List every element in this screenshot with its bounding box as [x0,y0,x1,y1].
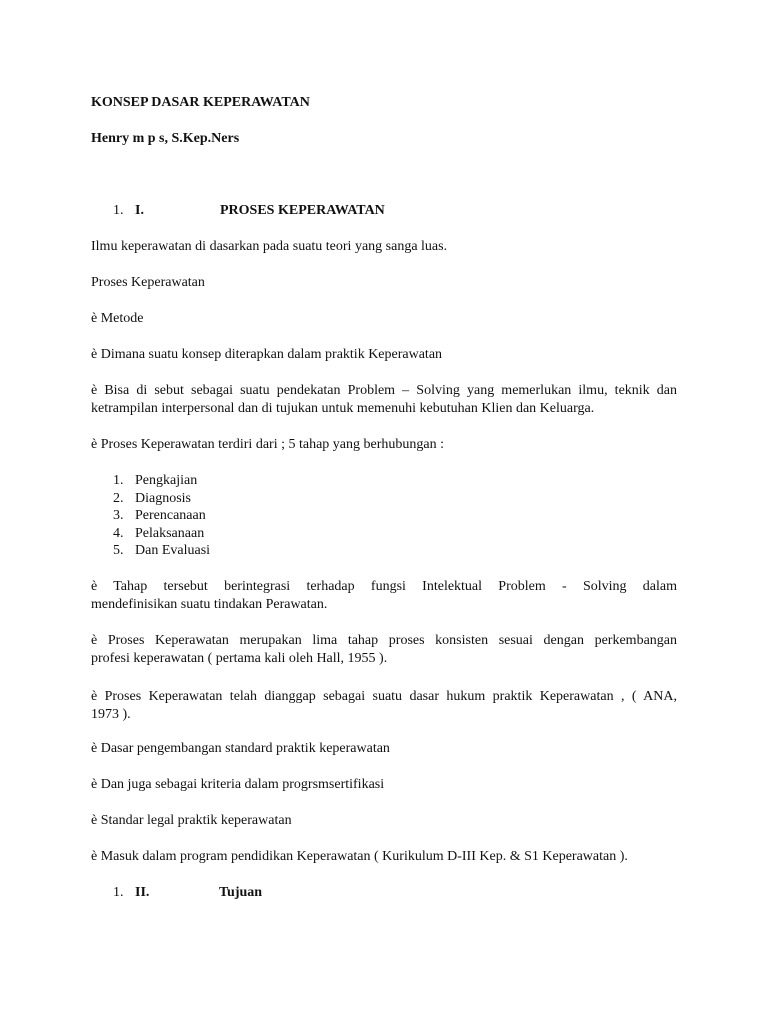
list-item: Pelaksanaan [135,526,205,541]
paragraph-proses: Proses Keperawatan [91,275,205,290]
paragraph-dasar-hukum [91,688,677,724]
section-2-list-number: 1. [113,885,124,900]
paragraph-kriteria: è Dan juga sebagai kriteria dalam progrsmsertifikasi [91,777,385,792]
list-item: Pengkajian [135,473,198,488]
paragraph-line: è Tahap tersebut berintegrasi terhadap fungsi Intelektual Problem - Solving dalam [91,579,677,594]
list-item-number: 1. [113,473,124,488]
list-item: Dan Evaluasi [135,543,211,558]
paragraph-konsep: è Dimana suatu konsep diterapkan dalam praktik Keperawatan [91,347,443,362]
paragraph-line: profesi keperawatan ( pertama kali oleh Hall, 1955 ). [91,651,388,666]
paragraph-kurikulum: è Masuk dalam program pendidikan Keperawatan ( Kurikulum D-III Kep. & S1 Keperawatan ). [91,849,628,864]
paragraph-standard: è Dasar pengembangan standard praktik keperawatan [91,741,390,756]
paragraph-line: mendefinisikan suatu tindakan Perawatan. [91,597,328,612]
section-1-list-number: 1. [113,203,124,218]
paragraph-lima-tahap [91,632,677,668]
author-line: Henry m p s, S.Kep.Ners [91,131,240,146]
list-item: Diagnosis [135,491,191,506]
section-1-roman: I. [135,203,144,218]
list-item: Perencanaan [135,508,206,523]
paragraph-integrasi [91,578,677,614]
section-2-title: Tujuan [219,885,263,900]
section-1-title: PROSES KEPERAWATAN [220,203,385,218]
paragraph-tahap-intro: è Proses Keperawatan terdiri dari ; 5 tahap yang berhubungan : [91,437,444,452]
paragraph-legal: è Standar legal praktik keperawatan [91,813,292,828]
paragraph-intro: Ilmu keperawatan di dasarkan pada suatu teori yang sanga luas. [91,239,448,254]
section-2-roman: II. [135,885,150,900]
list-item-number: 2. [113,491,124,506]
list-item-number: 5. [113,543,124,558]
document-page [91,0,678,1024]
list-item-number: 4. [113,526,124,541]
paragraph-line: è Bisa di sebut sebagai suatu pendekatan Problem – Solving yang memerlukan ilmu, teknik dan [91,383,677,398]
paragraph-metode: è Metode [91,311,144,326]
list-item-number: 3. [113,508,124,523]
paragraph-line: è Proses Keperawatan telah dianggap sebagai suatu dasar hukum praktik Keperawatan , ( ANA, [91,689,677,704]
paragraph-line: è Proses Keperawatan merupakan lima tahap proses konsisten sesuai dengan perkembangan [91,633,677,648]
paragraph-line: 1973 ). [91,707,131,722]
paragraph-line: ketrampilan interpersonal dan di tujukan untuk memenuhi kebutuhan Klien dan Keluarga. [91,401,595,416]
document-title: KONSEP DASAR KEPERAWATAN [91,95,310,110]
paragraph-problem-solving [91,382,677,418]
